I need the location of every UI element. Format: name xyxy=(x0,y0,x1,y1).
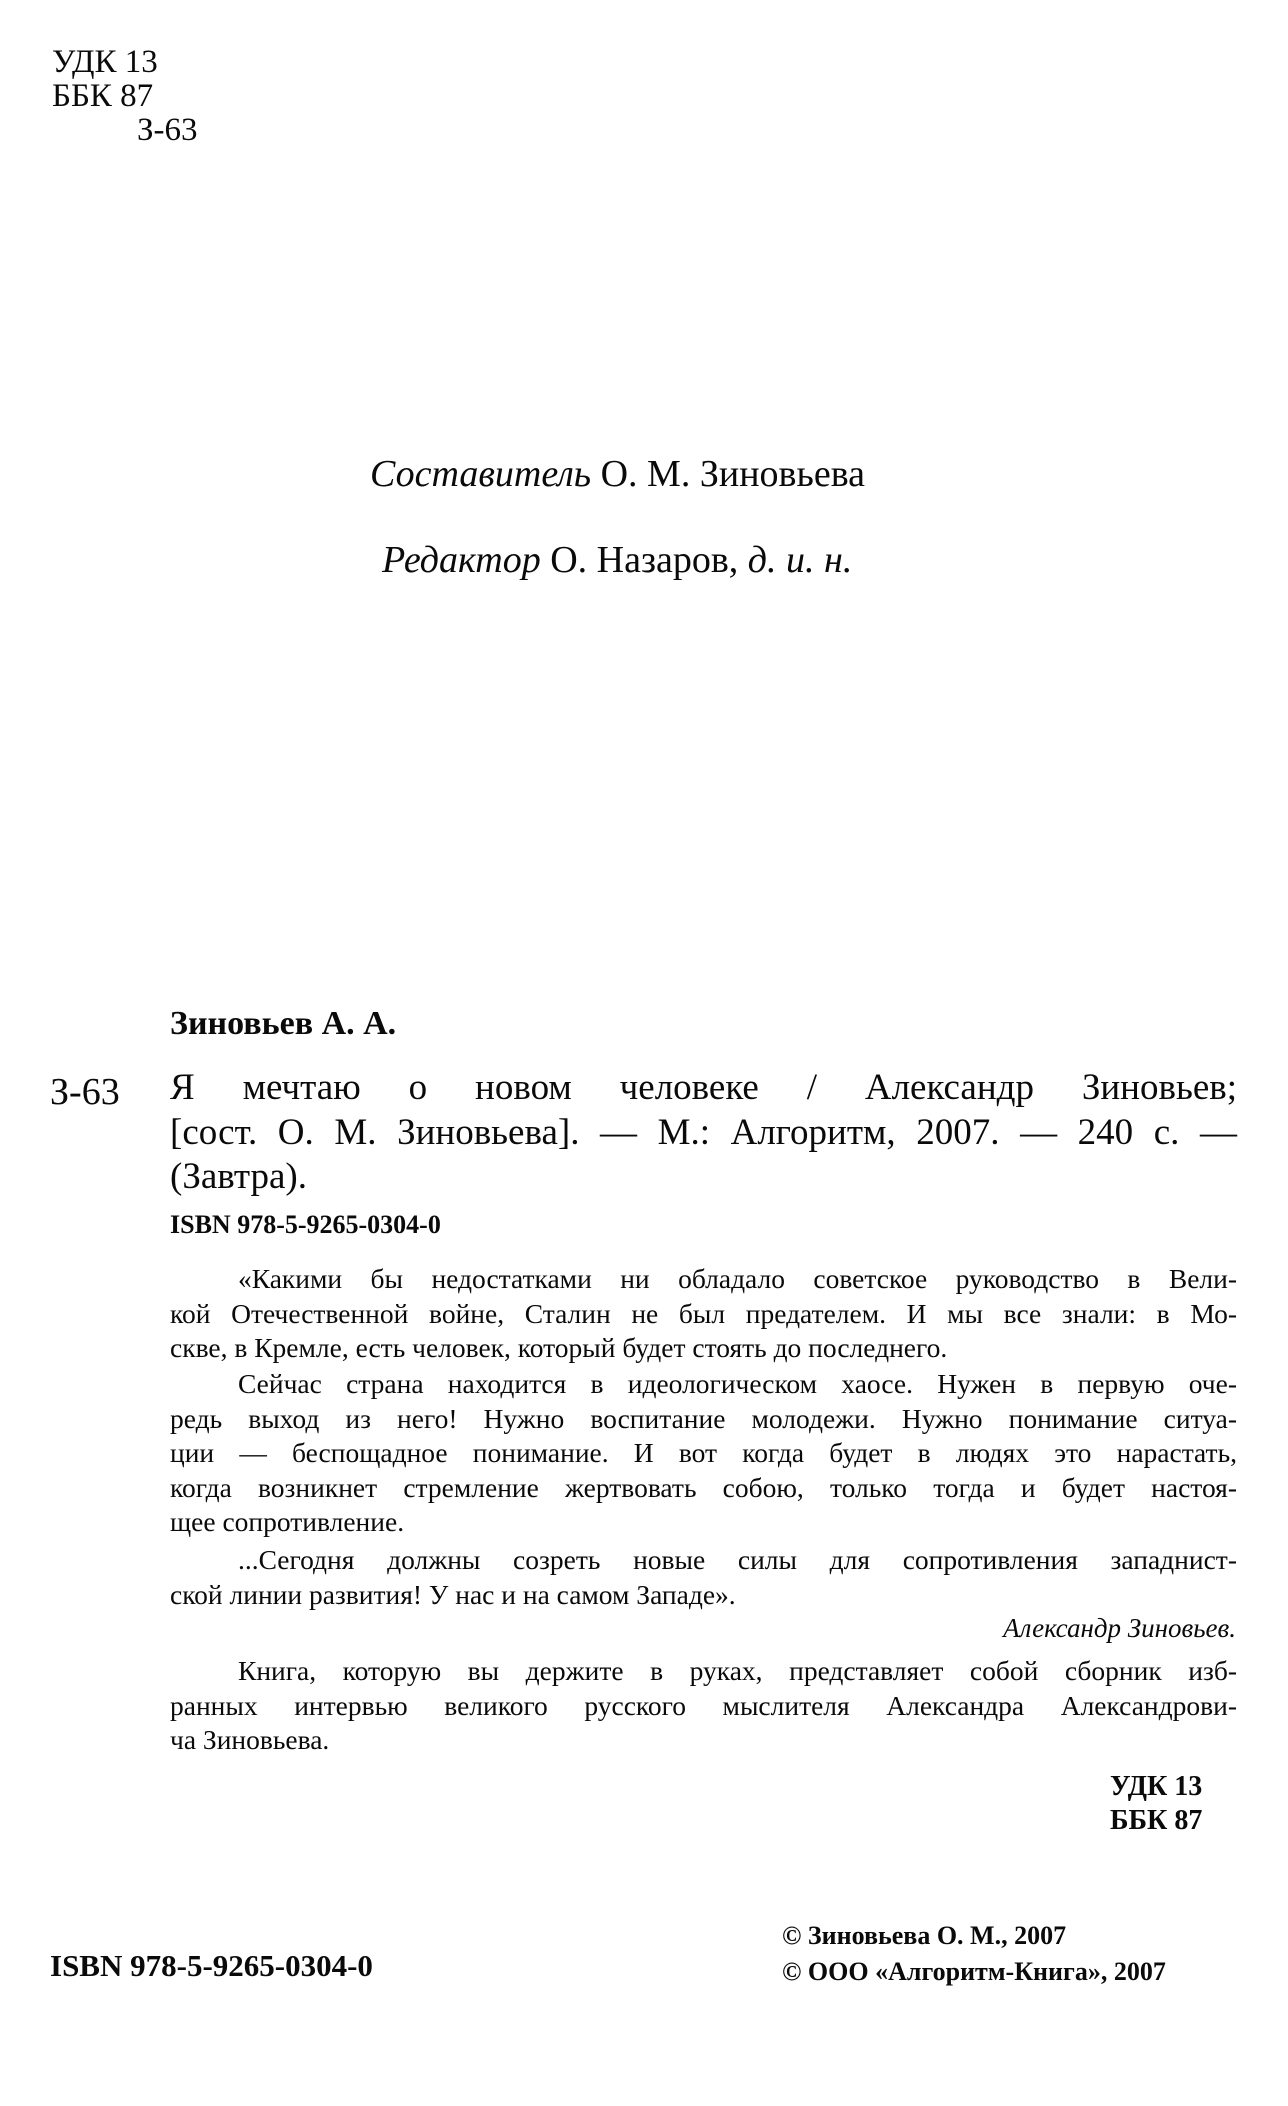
udk-code: УДК 13 xyxy=(52,44,158,80)
compiler-name: О. М. Зиновьева xyxy=(600,453,865,495)
annotation-line: скве, в Кремле, есть человек, который будет стоять до последнего. xyxy=(170,1332,948,1363)
annotation-paragraph-4 xyxy=(170,1654,1237,1758)
compiler-credit xyxy=(370,452,865,496)
editor-role: Редактор xyxy=(382,539,541,581)
annotation-line: ...Сегодня должны созреть новые силы для сопротивления западнист- xyxy=(238,1544,1237,1575)
copyright-block xyxy=(782,1918,1166,1990)
compiler-role: Составитель xyxy=(370,453,592,495)
annotation-line: ранных интервью великого русского мыслителя Александра Александрови- xyxy=(170,1689,1237,1721)
bbk-code-bottom: ББК 87 xyxy=(1110,1805,1203,1836)
record-line: [сост. О. М. Зиновьева]. — М.: Алгоритм, 2007. — 240 с. — xyxy=(170,1111,1237,1153)
annotation-line: Книга, которую вы держите в руках, представляет собой сборник изб- xyxy=(238,1655,1237,1686)
record-line: Я мечтаю о новом человеке / Александр Зиновьев; xyxy=(170,1067,1237,1108)
classification-bottom xyxy=(1110,1770,1202,1838)
annotation-paragraph-3 xyxy=(170,1543,1237,1612)
annotation-line: щее сопротивление. xyxy=(170,1506,405,1537)
annotation-line: «Какими бы недостатками ни обладало советское руководство в Вели- xyxy=(238,1263,1237,1294)
editor-degree: д. и. н. xyxy=(747,539,853,581)
record-line: (Завтра). xyxy=(170,1156,307,1197)
bbk-code: ББК 87 xyxy=(52,78,154,114)
footer-isbn: ISBN 978-5-9265-0304-0 xyxy=(50,1948,373,1983)
annotation-paragraph-1 xyxy=(170,1262,1237,1366)
annotation-paragraph-2 xyxy=(170,1367,1237,1540)
udk-code-bottom: УДК 13 xyxy=(1110,1771,1203,1802)
annotation-line: ской линии развития! У нас и на самом Западе». xyxy=(170,1578,736,1610)
annotation-line: кой Отечественной войне, Сталин не был предателем. И мы все знали: в Мо- xyxy=(170,1297,1237,1329)
author-heading: Зиновьев А. А. xyxy=(170,1005,397,1042)
classification-top xyxy=(52,45,198,147)
annotation-line: Сейчас страна находится в идеологическом хаосе. Нужен в первую оче- xyxy=(238,1368,1237,1399)
editor-name: О. Назаров, xyxy=(550,539,739,581)
editor-credit xyxy=(382,538,852,582)
copyright-line: © Зиновьева О. М., 2007 xyxy=(782,1921,1067,1950)
record-author-mark: З-63 xyxy=(50,1071,120,1113)
annotation-line: когда возникнет стремление жертвовать собою, только тогда и будет настоя- xyxy=(170,1471,1237,1503)
annotation-line: ции — беспощадное понимание. И вот когда будет в людях это нарастать, xyxy=(170,1437,1237,1468)
record-isbn: ISBN 978-5-9265-0304-0 xyxy=(170,1210,441,1239)
bibliographic-record xyxy=(170,1066,1237,1200)
annotation-line: ча Зиновьева. xyxy=(170,1724,330,1755)
copyright-line: © ООО «Алгоритм-Книга», 2007 xyxy=(782,1957,1166,1986)
author-mark: З-63 xyxy=(137,112,198,148)
annotation-line: редь выход из него! Нужно воспитание молодежи. Нужно понимание ситуа- xyxy=(170,1402,1237,1434)
quote-signature: Александр Зиновьев. xyxy=(1003,1613,1236,1643)
